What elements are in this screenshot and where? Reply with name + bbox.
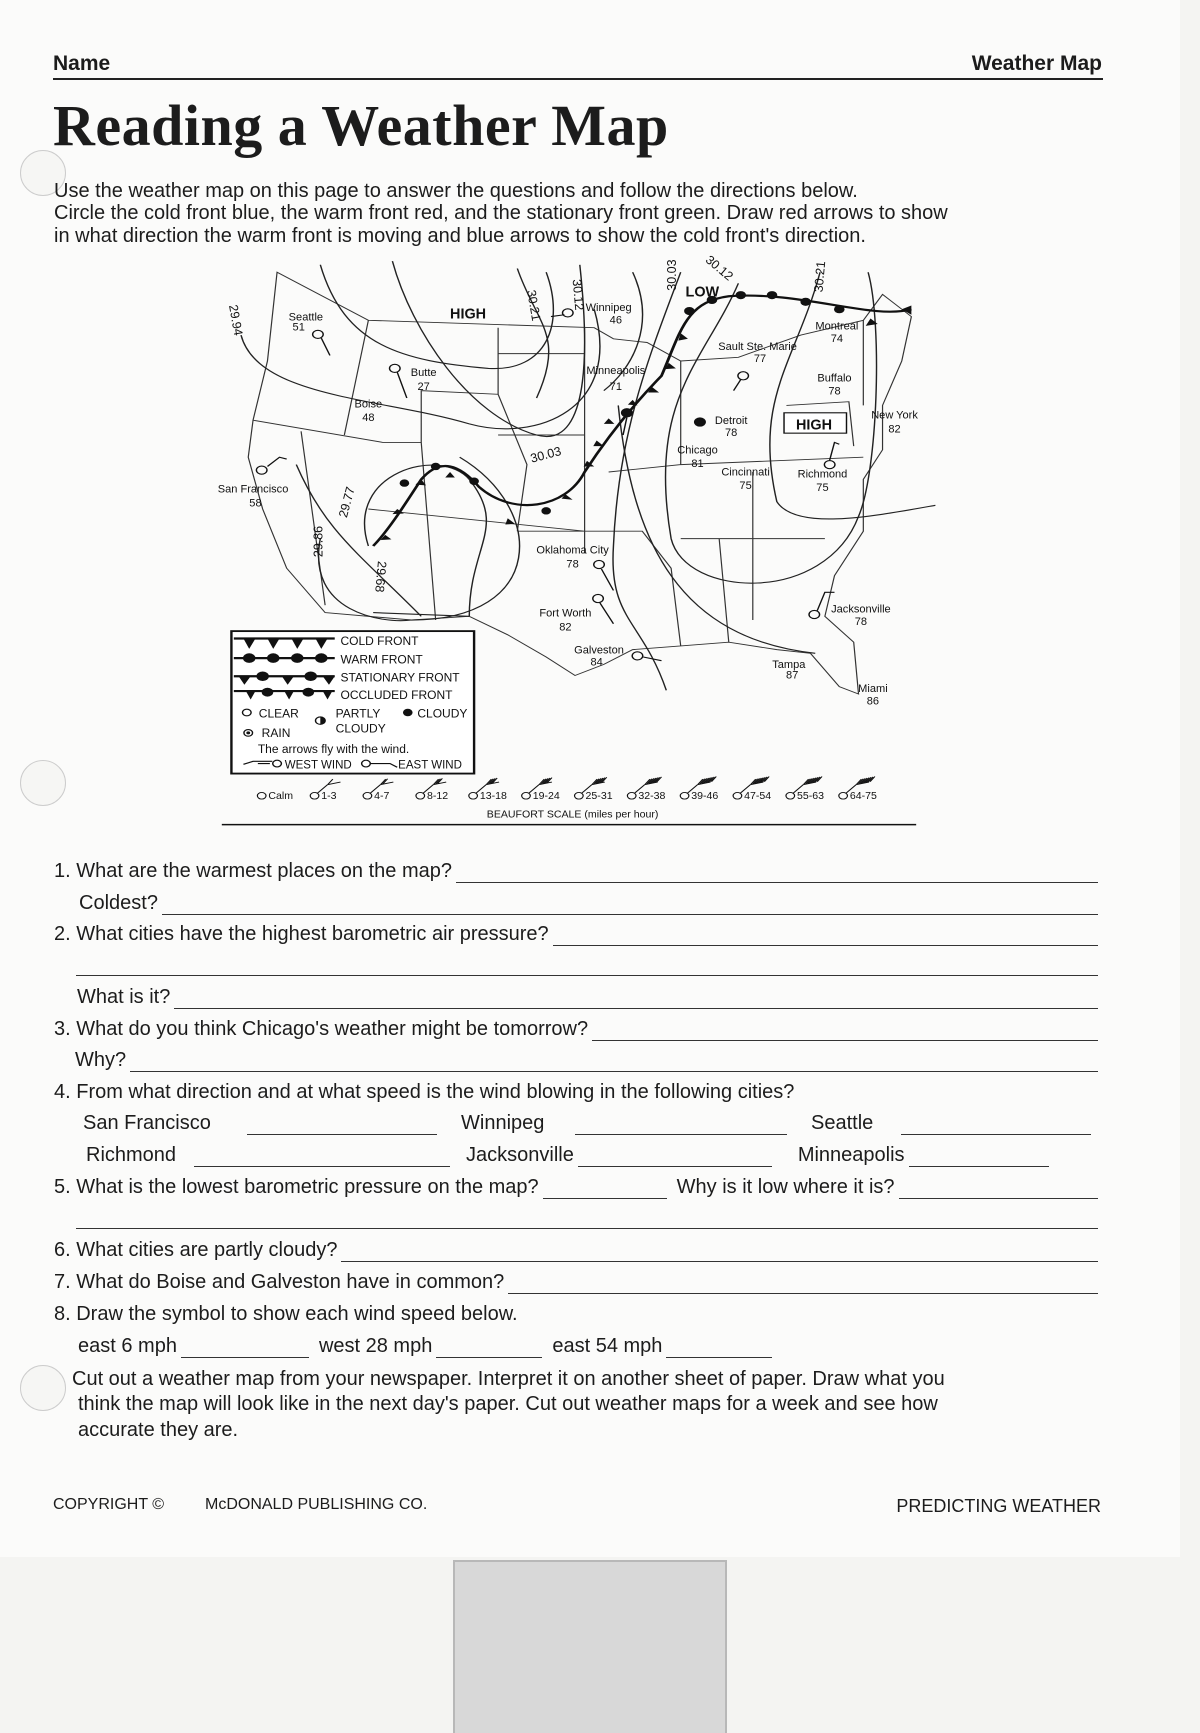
city-name: Winnipeg [585,302,632,315]
city-temperature: 82 [559,621,572,634]
beaufort-label: Calm [268,790,294,803]
city-name: New York [871,409,918,422]
city-temperature: 74 [830,332,844,345]
svg-text:29.77: 29.77 [336,485,358,520]
question-7: 7. What do Boise and Galveston have in common? [54,1271,1102,1294]
answer-line[interactable] [436,1339,542,1358]
unit-label: PREDICTING WEATHER [896,1496,1101,1516]
question-3b: Why? [75,1049,1102,1072]
answer-line[interactable] [666,1339,772,1358]
question-6: 6. What cities are partly cloudy? [54,1239,1102,1262]
answer-line[interactable] [181,1339,309,1358]
answer-line[interactable] [341,1243,1098,1262]
wind-station-icon [469,792,478,799]
answer-line[interactable] [247,1116,437,1135]
beaufort-label: 32-38 [638,790,666,803]
city-temperature: 82 [888,423,901,436]
svg-text:29.68: 29.68 [372,560,389,593]
instruction-line: in what direction the warm front is moving and blue arrows to show the cold front's direction. [54,225,866,247]
city-name: Seattle [288,311,324,324]
pressure-systems [450,284,832,433]
city-temperature: 77 [753,353,767,366]
answer-line[interactable] [130,1053,1098,1072]
svg-text:30.12: 30.12 [702,252,736,284]
legend-partly: PARTLY [335,706,381,721]
city-name: Fort Worth [539,607,592,620]
legend-partly-cloudy: CLOUDY [335,721,386,736]
wind-station-icon [363,792,372,799]
instruction-line: Use the weather map on this page to answer the questions and follow the directions below. [54,180,858,202]
city-name: Cincinnati [721,466,770,479]
legend-warm-front: WARM FRONT [340,652,423,667]
city-name: Boise [354,398,383,411]
question-8: 8. Draw the symbol to show each wind speed below. [54,1303,518,1325]
high-pressure-label: HIGH [796,417,833,434]
question-4-row2: Richmond Jacksonville Minneapolis [86,1144,1059,1167]
city-temperature: 86 [866,695,880,708]
legend-arrows-note: The arrows fly with the wind. [257,742,410,757]
wind-station-icon [839,792,848,799]
city-temperature: 78 [725,427,738,440]
wind-station-icon [733,792,742,799]
name-label: Name [53,52,111,75]
beaufort-label: 8-12 [426,790,449,803]
city-temperature: 51 [292,321,305,334]
beaufort-symbols [257,777,874,803]
question-4-row1: San Francisco Winnipeg Seattle [83,1112,1101,1135]
beaufort-label: 25-31 [585,790,613,803]
legend-rain: RAIN [261,725,291,740]
answer-line[interactable] [899,1180,1098,1199]
instruction-line: Circle the cold front blue, the warm front red, and the stationary front green. Draw red arrows to show [54,202,948,224]
beaufort-label: 64-75 [849,790,877,803]
publisher: McDONALD PUBLISHING CO. [205,1496,428,1513]
answer-line[interactable] [174,990,1098,1009]
answer-line[interactable] [592,1022,1098,1041]
city-name: Chicago [677,444,718,457]
answer-line[interactable] [543,1180,667,1199]
beaufort-label: 13-18 [479,790,507,803]
city-name: Oklahoma City [536,544,609,557]
legend-west-wind: WEST WIND [284,759,352,772]
answer-line[interactable] [901,1116,1091,1135]
beaufort-label: 19-24 [532,790,560,803]
answer-line[interactable] [76,1210,1098,1229]
city-temperature: 78 [828,385,841,398]
city-temperature: 71 [609,380,622,393]
city-name: Butte [410,366,437,379]
svg-text:29.94: 29.94 [226,303,246,337]
city-name: Tampa [772,659,806,672]
answer-line[interactable] [456,864,1098,883]
city-temperature: 78 [566,558,579,571]
svg-text:29.86: 29.86 [311,525,326,558]
wind-station-icon [575,792,584,799]
svg-text:30.21: 30.21 [811,260,829,293]
answer-line[interactable] [553,927,1098,946]
city-name: Sault Ste. Marie [718,340,797,353]
city-name: Richmond [797,468,848,481]
header-rule [53,78,1103,80]
question-8-items: east 6 mph west 28 mph east 54 mph [78,1335,782,1358]
question-5: 5. What is the lowest barometric pressure on the map? Why is it low where it is? [54,1176,1102,1199]
city-temperature: 48 [362,411,375,424]
city-temperature: 87 [786,669,799,682]
city-name: Galveston [574,644,624,657]
beaufort-label: 1-3 [321,790,337,803]
beaufort-caption: BEAUFORT SCALE (miles per hour) [486,808,659,821]
svg-text:30.03: 30.03 [528,444,563,466]
question-3: 3. What do you think Chicago's weather might be tomorrow? [54,1018,1102,1041]
city-temperature: 84 [590,656,603,669]
svg-text:30.12: 30.12 [569,278,587,311]
city-temperature: 75 [739,480,752,493]
city-name: Jacksonville [831,603,891,616]
low-pressure-label: LOW [685,284,720,301]
wind-station-icon [786,792,795,799]
legend-stationary-front: STATIONARY FRONT [340,670,460,685]
subject-label: Weather Map [971,52,1102,75]
legend-cold-front: COLD FRONT [340,634,419,649]
legend-cloudy: CLOUDY [417,706,468,721]
answer-line[interactable] [162,896,1098,915]
binder-hole [20,1365,66,1411]
question-2b: What is it? [77,986,1102,1009]
wind-station-icon [627,792,636,799]
city-temperature: 75 [816,481,829,494]
binder-clip [453,1560,727,1733]
city-name: Minneapolis [586,364,646,377]
question-2-line [72,957,1102,976]
question-5-line [72,1210,1102,1229]
beaufort-label: 4-7 [374,790,390,803]
question-2: 2. What cities have the highest barometric air pressure? [54,923,1102,946]
answer-line[interactable] [578,1148,772,1167]
city-name: Miami [858,683,888,696]
svg-text:30.03: 30.03 [664,259,679,291]
answer-line[interactable] [76,957,1098,976]
question-1b: Coldest? [79,892,1102,915]
weather-map [200,250,950,830]
city-temperature: 27 [417,380,430,393]
binder-hole [20,760,66,806]
city-temperature: 46 [609,314,622,327]
wind-station-icon [522,792,531,799]
legend-clear: CLEAR [258,706,299,721]
beaufort-label: 47-54 [744,790,772,803]
answer-line[interactable] [909,1148,1049,1167]
high-pressure-label: HIGH [450,306,487,323]
city-name: Montreal [815,320,859,333]
activity-line: accurate they are. [78,1419,239,1441]
wind-station-icon [416,792,425,799]
wind-station-icon [310,792,319,799]
city-name: San Francisco [217,483,289,496]
answer-line[interactable] [194,1148,450,1167]
activity-line: Cut out a weather map from your newspaper. Interpret it on another sheet of paper. Draw what you [72,1368,945,1390]
question-4: 4. From what direction and at what speed is the wind blowing in the following cities? [54,1081,795,1103]
legend-east-wind: EAST WIND [398,759,462,772]
answer-line[interactable] [575,1116,787,1135]
city-name: Buffalo [817,372,852,385]
city-temperature: 58 [249,497,262,510]
question-1: 1. What are the warmest places on the map? [54,860,1102,883]
city-temperature: 78 [854,615,868,628]
beaufort-label: 55-63 [797,790,825,803]
beaufort-label: 39-46 [691,790,719,803]
answer-line[interactable] [508,1275,1098,1294]
city-temperature: 81 [691,457,704,470]
wind-station-icon [680,792,689,799]
svg-text:30.21: 30.21 [523,288,544,322]
activity-line: think the map will look like in the next day's paper. Cut out weather maps for a week and see how [78,1393,938,1415]
legend-occluded-front: OCCLUDED FRONT [340,688,453,703]
page-title: Reading a Weather Map [53,93,669,158]
copyright: COPYRIGHT © [53,1496,165,1513]
city-name: Detroit [714,414,748,427]
wind-station-icon [257,792,266,799]
